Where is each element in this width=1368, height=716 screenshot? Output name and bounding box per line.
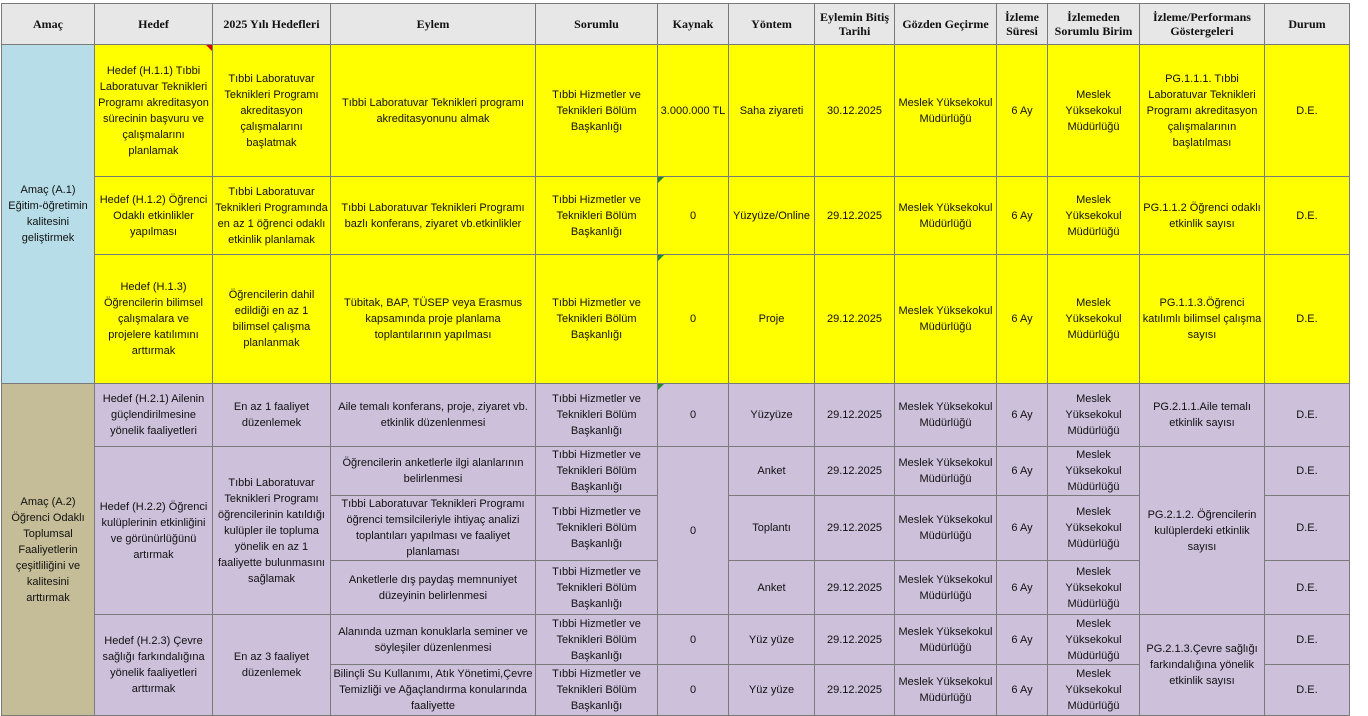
durum-cell[interactable]: D.E. bbox=[1265, 384, 1350, 447]
izleme-birim-cell[interactable]: Meslek Yüksekokul Müdürlüğü bbox=[1048, 45, 1140, 177]
yontem-cell[interactable]: Yüzyüze bbox=[729, 384, 815, 447]
durum-cell[interactable]: D.E. bbox=[1265, 665, 1350, 716]
kaynak-cell[interactable]: 0 bbox=[658, 384, 729, 447]
durum-cell[interactable]: D.E. bbox=[1265, 561, 1350, 615]
izleme-birim-cell[interactable]: Meslek Yüksekokul Müdürlüğü bbox=[1048, 177, 1140, 255]
header-hedef[interactable]: Hedef bbox=[95, 4, 213, 45]
hedef-2025-cell[interactable]: Tıbbi Laboratuvar Teknikleri Programında en az 1 öğrenci odaklı etkinlik planlamak bbox=[213, 177, 331, 255]
gozden-gecirme-cell[interactable]: Meslek Yüksekokul Müdürlüğü bbox=[895, 177, 997, 255]
table-row bbox=[2, 384, 1350, 447]
gosterge-cell[interactable]: PG.1.1.1. Tıbbi Laboratuvar Teknikleri Programı akreditasyon çalışmalarının başlatılması bbox=[1140, 45, 1265, 177]
hedef-cell[interactable]: Hedef (H.2.3) Çevre sağlığı farkındalığına yönelik faaliyetleri arttırmak bbox=[95, 615, 213, 716]
tarih-cell[interactable]: 29.12.2025 bbox=[815, 177, 895, 255]
action-plan-table bbox=[1, 3, 1350, 716]
durum-cell[interactable]: D.E. bbox=[1265, 177, 1350, 255]
eylem-cell[interactable]: Bilinçli Su Kullanımı, Atık Yönetimi,Çevre Temizliği ve Ağaçlandırma konularında faaliyette bbox=[331, 665, 536, 716]
hedef-2025-cell[interactable]: Öğrencilerin dahil edildiği en az 1 bilimsel çalışma planlanmak bbox=[213, 255, 331, 384]
tarih-cell[interactable]: 29.12.2025 bbox=[815, 665, 895, 716]
gozden-gecirme-cell[interactable]: Meslek Yüksekokul Müdürlüğü bbox=[895, 384, 997, 447]
header-amac[interactable]: Amaç bbox=[2, 4, 95, 45]
durum-cell[interactable]: D.E. bbox=[1265, 447, 1350, 496]
kaynak-cell[interactable]: 0 bbox=[658, 447, 729, 615]
izleme-suresi-cell[interactable]: 6 Ay bbox=[997, 665, 1048, 716]
tarih-cell[interactable]: 29.12.2025 bbox=[815, 255, 895, 384]
izleme-birim-cell[interactable]: Meslek Yüksekokul Müdürlüğü bbox=[1048, 615, 1140, 665]
izleme-suresi-cell[interactable]: 6 Ay bbox=[997, 496, 1048, 561]
header-eylem[interactable]: Eylem bbox=[331, 4, 536, 45]
gozden-gecirme-cell[interactable]: Meslek Yüksekokul Müdürlüğü bbox=[895, 615, 997, 665]
amac-a1-cell[interactable]: Amaç (A.1) Eğitim-öğretimin kalitesini geliştirmek bbox=[2, 45, 95, 384]
eylem-cell[interactable]: Tıbbi Laboratuvar Teknikleri Programı bazlı konferans, ziyaret vb.etkinlikler bbox=[331, 177, 536, 255]
table-row bbox=[2, 615, 1350, 665]
eylem-cell[interactable]: Öğrencilerin anketlerle ilgi alanlarının belirlenmesi bbox=[331, 447, 536, 496]
yontem-cell[interactable]: Yüz yüze bbox=[729, 665, 815, 716]
kaynak-cell[interactable]: 0 bbox=[658, 665, 729, 716]
yontem-cell[interactable]: Toplantı bbox=[729, 496, 815, 561]
izleme-birim-cell[interactable]: Meslek Yüksekokul Müdürlüğü bbox=[1048, 255, 1140, 384]
izleme-suresi-cell[interactable]: 6 Ay bbox=[997, 177, 1048, 255]
sorumlu-cell[interactable]: Tıbbi Hizmetler ve Teknikleri Bölüm Başkanlığı bbox=[536, 561, 658, 615]
durum-cell[interactable]: D.E. bbox=[1265, 615, 1350, 665]
hedef-cell[interactable]: Hedef (H.1.2) Öğrenci Odaklı etkinlikler yapılması bbox=[95, 177, 213, 255]
kaynak-cell[interactable]: 0 bbox=[658, 615, 729, 665]
tarih-cell[interactable]: 29.12.2025 bbox=[815, 447, 895, 496]
kaynak-cell[interactable]: 0 bbox=[658, 255, 729, 384]
header-izleme-birim[interactable]: İzlemeden Sorumlu Birim bbox=[1048, 4, 1140, 45]
sorumlu-cell[interactable]: Tıbbi Hizmetler ve Teknikleri Bölüm Başkanlığı bbox=[536, 177, 658, 255]
eylem-cell[interactable]: Tübitak, BAP, TÜSEP veya Erasmus kapsamında proje planlama toplantılarının yapılması bbox=[331, 255, 536, 384]
izleme-suresi-cell[interactable]: 6 Ay bbox=[997, 447, 1048, 496]
izleme-birim-cell[interactable]: Meslek Yüksekokul Müdürlüğü bbox=[1048, 447, 1140, 496]
sorumlu-cell[interactable]: Tıbbi Hizmetler ve Teknikleri Bölüm Başkanlığı bbox=[536, 496, 658, 561]
sorumlu-cell[interactable]: Tıbbi Hizmetler ve Teknikleri Bölüm Başkanlığı bbox=[536, 665, 658, 716]
sorumlu-cell[interactable]: Tıbbi Hizmetler ve Teknikleri Bölüm Başkanlığı bbox=[536, 45, 658, 177]
hedef-cell[interactable]: Hedef (H.1.3) Öğrencilerin bilimsel çalışmalara ve projelere katılımını arttırmak bbox=[95, 255, 213, 384]
hedef-2025-cell[interactable]: En az 1 faaliyet düzenlemek bbox=[213, 384, 331, 447]
header-row bbox=[2, 4, 1350, 45]
header-sorumlu[interactable]: Sorumlu bbox=[536, 4, 658, 45]
hedef-2025-cell[interactable]: En az 3 faaliyet düzenlemek bbox=[213, 615, 331, 716]
table-row bbox=[2, 447, 1350, 496]
table-row bbox=[2, 45, 1350, 177]
izleme-birim-cell[interactable]: Meslek Yüksekokul Müdürlüğü bbox=[1048, 384, 1140, 447]
tarih-cell[interactable]: 29.12.2025 bbox=[815, 561, 895, 615]
hedef-cell[interactable]: Hedef (H.2.2) Öğrenci kulüplerinin etkinliğini ve görünürlüğünü artırmak bbox=[95, 447, 213, 615]
header-gosterge[interactable]: İzleme/Performans Göstergeleri bbox=[1140, 4, 1265, 45]
gozden-gecirme-cell[interactable]: Meslek Yüksekokul Müdürlüğü bbox=[895, 255, 997, 384]
kaynak-cell[interactable]: 3.000.000 TL bbox=[658, 45, 729, 177]
eylem-cell[interactable]: Aile temalı konferans, proje, ziyaret vb. etkinlik düzenlenmesi bbox=[331, 384, 536, 447]
header-kaynak[interactable]: Kaynak bbox=[658, 4, 729, 45]
eylem-cell[interactable]: Anketlerle dış paydaş memnuniyet düzeyinin belirlenmesi bbox=[331, 561, 536, 615]
header-bitis-tarihi[interactable]: Eylemin Bitiş Tarihi bbox=[815, 4, 895, 45]
gozden-gecirme-cell[interactable]: Meslek Yüksekokul Müdürlüğü bbox=[895, 561, 997, 615]
hedef-2025-cell[interactable]: Tıbbi Laboratuvar Teknikleri Programı akreditasyon çalışmalarını başlatmak bbox=[213, 45, 331, 177]
izleme-suresi-cell[interactable]: 6 Ay bbox=[997, 45, 1048, 177]
izleme-birim-cell[interactable]: Meslek Yüksekokul Müdürlüğü bbox=[1048, 665, 1140, 716]
sorumlu-cell[interactable]: Tıbbi Hizmetler ve Teknikleri Bölüm Başkanlığı bbox=[536, 255, 658, 384]
table-row bbox=[2, 255, 1350, 384]
yontem-cell[interactable]: Anket bbox=[729, 447, 815, 496]
sorumlu-cell[interactable]: Tıbbi Hizmetler ve Teknikleri Bölüm Başkanlığı bbox=[536, 384, 658, 447]
hedef-cell[interactable]: Hedef (H.1.1) Tıbbi Laboratuvar Teknikleri Programı akreditasyon sürecinin başvuru ve çalışmalarını planlamak bbox=[95, 45, 213, 177]
kaynak-cell[interactable]: 0 bbox=[658, 177, 729, 255]
gozden-gecirme-cell[interactable]: Meslek Yüksekokul Müdürlüğü bbox=[895, 45, 997, 177]
gosterge-cell[interactable]: PG.2.1.1.Aile temalı etkinlik sayısı bbox=[1140, 384, 1265, 447]
gosterge-cell[interactable]: PG.1.1.3.Öğrenci katılımlı bilimsel çalışma sayısı bbox=[1140, 255, 1265, 384]
table-row bbox=[2, 177, 1350, 255]
izleme-suresi-cell[interactable]: 6 Ay bbox=[997, 561, 1048, 615]
eylem-cell[interactable]: Alanında uzman konuklarla seminer ve söyleşiler düzenlenmesi bbox=[331, 615, 536, 665]
tarih-cell[interactable]: 30.12.2025 bbox=[815, 45, 895, 177]
yontem-cell[interactable]: Proje bbox=[729, 255, 815, 384]
header-izleme-suresi[interactable]: İzleme Süresi bbox=[997, 4, 1048, 45]
header-durum[interactable]: Durum bbox=[1265, 4, 1350, 45]
header-2025-hedefleri[interactable]: 2025 Yılı Hedefleri bbox=[213, 4, 331, 45]
izleme-suresi-cell[interactable]: 6 Ay bbox=[997, 384, 1048, 447]
header-gozden-gecirme[interactable]: Gözden Geçirme bbox=[895, 4, 997, 45]
izleme-birim-cell[interactable]: Meslek Yüksekokul Müdürlüğü bbox=[1048, 561, 1140, 615]
gozden-gecirme-cell[interactable]: Meslek Yüksekokul Müdürlüğü bbox=[895, 665, 997, 716]
yontem-cell[interactable]: Yüz yüze bbox=[729, 615, 815, 665]
tarih-cell[interactable]: 29.12.2025 bbox=[815, 384, 895, 447]
tarih-cell[interactable]: 29.12.2025 bbox=[815, 496, 895, 561]
tarih-cell[interactable]: 29.12.2025 bbox=[815, 615, 895, 665]
yontem-cell[interactable]: Saha ziyareti bbox=[729, 45, 815, 177]
hedef-cell[interactable]: Hedef (H.2.1) Ailenin güçlendirilmesine yönelik faaliyetleri bbox=[95, 384, 213, 447]
sorumlu-cell[interactable]: Tıbbi Hizmetler ve Teknikleri Bölüm Başkanlığı bbox=[536, 615, 658, 665]
yontem-cell[interactable]: Yüzyüze/Online bbox=[729, 177, 815, 255]
gozden-gecirme-cell[interactable]: Meslek Yüksekokul Müdürlüğü bbox=[895, 447, 997, 496]
amac-a2-cell[interactable]: Amaç (A.2) Öğrenci Odaklı Toplumsal Faaliyetlerin çeşitliliğini ve kalitesini arttırmak bbox=[2, 384, 95, 716]
gosterge-cell[interactable]: PG.2.1.2. Öğrencilerin kulüplerdeki etkinlik sayısı bbox=[1140, 447, 1265, 615]
gozden-gecirme-cell[interactable]: Meslek Yüksekokul Müdürlüğü bbox=[895, 496, 997, 561]
gosterge-cell[interactable]: PG.1.1.2 Öğrenci odaklı etkinlik sayısı bbox=[1140, 177, 1265, 255]
yontem-cell[interactable]: Anket bbox=[729, 561, 815, 615]
gosterge-cell[interactable]: PG.2.1.3.Çevre sağlığı farkındalığına yönelik etkinlik sayısı bbox=[1140, 615, 1265, 716]
hedef-2025-cell[interactable]: Tıbbi Laboratuvar Teknikleri Programı öğrencilerinin katıldığı kulüpler ile topluma yönelik en az 1 faaliyette bulunmasını sağlamak bbox=[213, 447, 331, 615]
sorumlu-cell[interactable]: Tıbbi Hizmetler ve Teknikleri Bölüm Başkanlığı bbox=[536, 447, 658, 496]
eylem-cell[interactable]: Tıbbi Laboratuvar Teknikleri Programı öğrenci temsilcileriyle ihtiyaç analizi toplantıları yapılması ve faaliyet planlaması bbox=[331, 496, 536, 561]
header-yontem[interactable]: Yöntem bbox=[729, 4, 815, 45]
eylem-cell[interactable]: Tıbbi Laboratuvar Teknikleri programı akreditasyonunu almak bbox=[331, 45, 536, 177]
izleme-birim-cell[interactable]: Meslek Yüksekokul Müdürlüğü bbox=[1048, 496, 1140, 561]
izleme-suresi-cell[interactable]: 6 Ay bbox=[997, 255, 1048, 384]
durum-cell[interactable]: D.E. bbox=[1265, 45, 1350, 177]
izleme-suresi-cell[interactable]: 6 Ay bbox=[997, 615, 1048, 665]
durum-cell[interactable]: D.E. bbox=[1265, 496, 1350, 561]
durum-cell[interactable]: D.E. bbox=[1265, 255, 1350, 384]
